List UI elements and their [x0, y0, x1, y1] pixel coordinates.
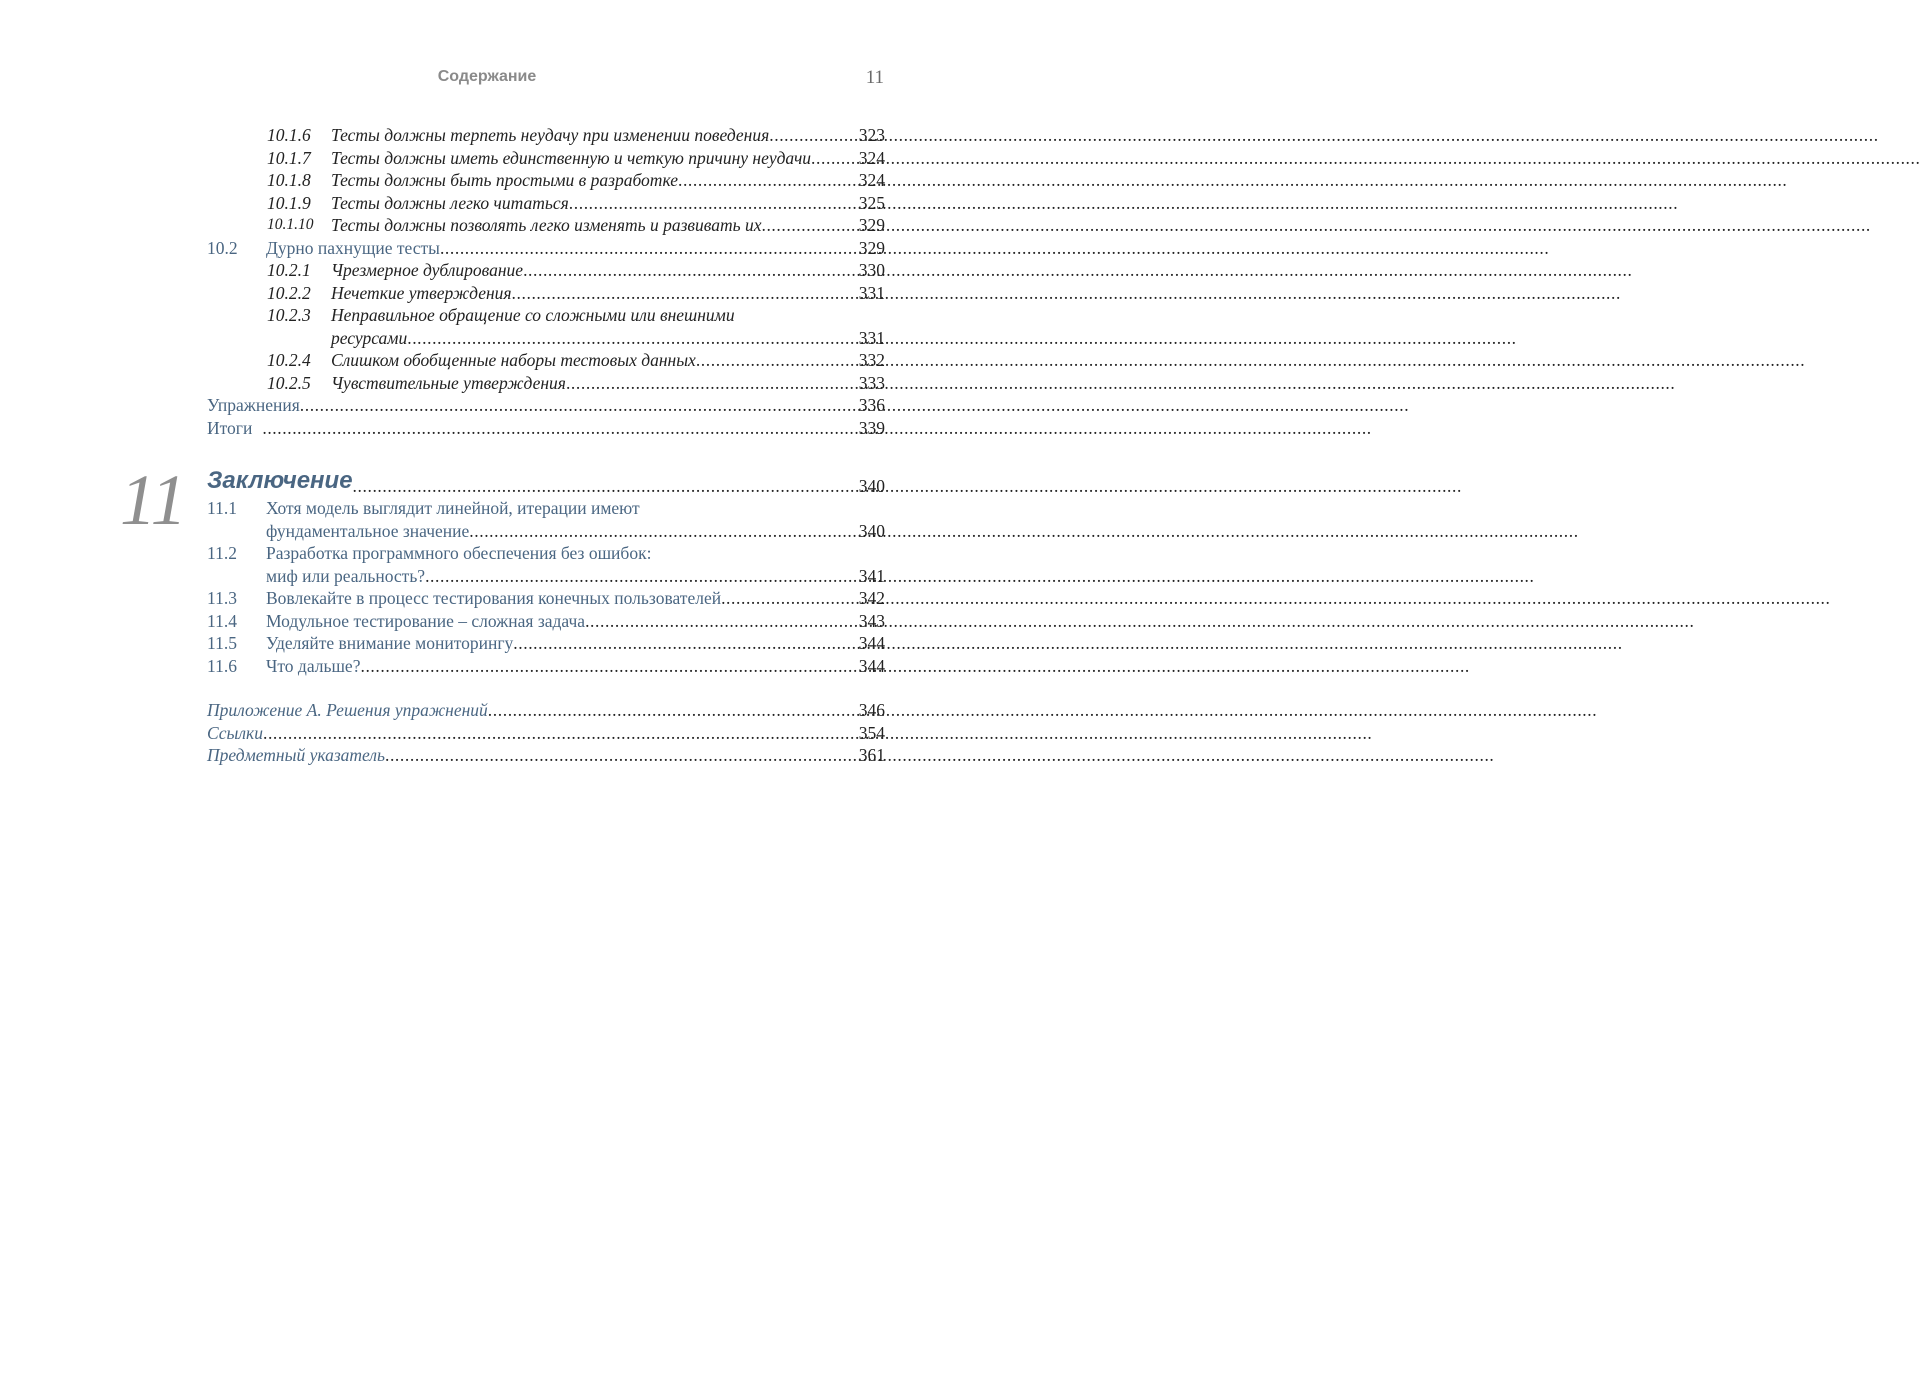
chapter-page: 340: [858, 475, 885, 496]
toc-entry[interactable]: [207, 282, 885, 305]
section-title: Вовлекайте в процесс тестирования конечных пользователей: [266, 588, 722, 608]
section-number: 11.3: [207, 588, 237, 608]
entry-title: Тесты должны иметь единственную и четкую причину неудачи: [331, 147, 812, 168]
leader-dots: [513, 632, 858, 655]
leader-dots: [569, 192, 859, 215]
toc-entry-continuation[interactable]: [207, 327, 885, 350]
section-title: Модульное тестирование – сложная задача: [266, 610, 586, 631]
section-title-line2: миф или реальность?: [266, 565, 426, 586]
references-title: Ссылки: [207, 722, 263, 743]
section-number: 11.2: [207, 543, 237, 563]
leader-dots: [360, 655, 858, 678]
leader-dots: [566, 372, 859, 395]
toc-section[interactable]: [207, 610, 885, 633]
entry-page: 324: [858, 147, 885, 168]
section-page: 344: [858, 633, 885, 653]
toc-chapter[interactable]: [207, 461, 885, 497]
toc-entry[interactable]: [207, 124, 885, 147]
section-number: 11.5: [207, 633, 237, 653]
entry-title-line1: Неправильное обращение со сложными или внешними: [331, 305, 735, 325]
section-page: 343: [858, 610, 885, 631]
leader-dots: [523, 259, 859, 282]
toc-entry[interactable]: [207, 147, 885, 170]
toc-section-multiline[interactable]: [207, 542, 885, 565]
entry-title-line2: ресурсами: [331, 327, 408, 348]
entry-page: 324: [858, 170, 885, 190]
section-title-line2: фундаментальное значение: [266, 520, 470, 541]
leader-dots: [262, 417, 858, 440]
section-title: Что дальше?: [266, 655, 361, 676]
appendix-page: 346: [858, 700, 885, 720]
entry-page: 325: [858, 192, 885, 213]
toc-entry[interactable]: [207, 372, 885, 395]
section-page: 342: [858, 588, 885, 608]
leader-dots: [425, 565, 859, 588]
entry-number: 10.2.3: [267, 305, 311, 325]
entry-number: 10.2.4: [267, 350, 311, 370]
section-page: 329: [858, 237, 885, 258]
entry-title: Тесты должны легко читаться: [331, 192, 569, 213]
section-number: 10.2: [207, 237, 238, 258]
section-number: 11.4: [207, 610, 237, 631]
entry-title: Тесты должны позволять легко изменять и развивать их: [331, 215, 762, 235]
entry-page: 323: [858, 125, 885, 145]
entry-page: 329: [858, 215, 885, 235]
leader-dots: [300, 394, 859, 417]
summary-page: 339: [858, 417, 885, 438]
section-number: 11.6: [207, 655, 237, 676]
entry-title: Слишком обобщенные наборы тестовых данных: [331, 350, 696, 370]
entry-number: 10.2.5: [267, 372, 311, 393]
section-title: Уделяйте внимание мониторингу: [266, 633, 514, 653]
index-title: Предметный указатель: [207, 745, 385, 765]
entry-title: Тесты должны терпеть неудачу при изменении поведения: [331, 125, 770, 145]
toc-section[interactable]: [207, 237, 885, 260]
toc-section-multiline[interactable]: [207, 497, 885, 520]
appendix-title: Приложение А. Решения упражнений: [207, 700, 488, 720]
spacer: [207, 677, 885, 699]
leader-dots: [811, 147, 859, 170]
section-page: 341: [858, 565, 885, 586]
chapter-number: 11: [120, 460, 187, 540]
leader-dots: [488, 699, 859, 722]
toc-entry[interactable]: [207, 169, 885, 192]
table-of-contents: [207, 124, 885, 767]
entry-title: Чрезмерное дублирование: [331, 260, 524, 280]
toc-index[interactable]: [207, 744, 885, 767]
entry-page: 331: [858, 282, 885, 303]
toc-entry[interactable]: [207, 214, 885, 237]
section-title: Дурно пахнущие тесты: [266, 237, 440, 258]
toc-summary[interactable]: [207, 417, 885, 440]
running-title: Содержание: [437, 68, 537, 85]
chapter-title: Заключение: [207, 467, 353, 494]
toc-entry-multiline[interactable]: [207, 304, 885, 327]
toc-entry[interactable]: [207, 349, 885, 372]
entry-title: Чувствительные утверждения: [331, 372, 566, 393]
entry-number: 10.1.10: [267, 216, 314, 233]
leader-dots: [512, 282, 859, 305]
entry-page: 330: [858, 260, 885, 280]
entry-number: 10.1.9: [267, 192, 311, 213]
toc-entry[interactable]: [207, 192, 885, 215]
entry-page: 332: [858, 350, 885, 370]
references-page: 354: [858, 722, 885, 743]
leader-dots: [761, 214, 858, 237]
entry-number: 10.2.2: [267, 282, 311, 303]
leader-dots: [407, 327, 859, 350]
exercises-title: Упражнения: [207, 395, 300, 415]
index-page: 361: [858, 745, 885, 765]
section-title-line1: Разработка программного обеспечения без ошибок:: [266, 543, 652, 563]
leader-dots: [769, 124, 859, 147]
page-number: 11: [865, 67, 884, 88]
toc-appendix[interactable]: [207, 699, 885, 722]
entry-number: 10.1.6: [267, 125, 311, 145]
exercises-page: 336: [858, 395, 885, 415]
entry-number: 10.1.8: [267, 170, 311, 190]
toc-references[interactable]: [207, 722, 885, 745]
toc-section[interactable]: [207, 655, 885, 678]
toc-section-continuation[interactable]: [207, 565, 885, 588]
entry-page: 333: [858, 372, 885, 393]
summary-title: Итоги: [207, 417, 253, 438]
entry-page: 331: [858, 327, 885, 348]
leader-dots: [469, 520, 858, 543]
toc-section-continuation[interactable]: [207, 520, 885, 543]
leader-dots: [263, 722, 859, 745]
leader-dots: [440, 237, 859, 260]
leader-dots: [721, 587, 859, 610]
section-title-line1: Хотя модель выглядит линейной, итерации имеют: [266, 498, 640, 518]
entry-title: Нечеткие утверждения: [331, 282, 512, 303]
leader-dots: [585, 610, 859, 633]
section-page: 340: [858, 520, 885, 541]
toc-section[interactable]: [207, 587, 885, 610]
section-page: 344: [858, 655, 885, 676]
entry-number: 10.2.1: [267, 260, 311, 280]
section-number: 11.1: [207, 498, 237, 518]
toc-exercises[interactable]: [207, 394, 885, 417]
entry-number: 10.1.7: [267, 147, 311, 168]
leader-dots: [696, 349, 859, 372]
leader-dots: [353, 475, 859, 498]
leader-dots: [678, 169, 859, 192]
toc-section[interactable]: [207, 632, 885, 655]
toc-entry[interactable]: [207, 259, 885, 282]
entry-title: Тесты должны быть простыми в разработке: [331, 170, 678, 190]
leader-dots: [385, 744, 859, 767]
